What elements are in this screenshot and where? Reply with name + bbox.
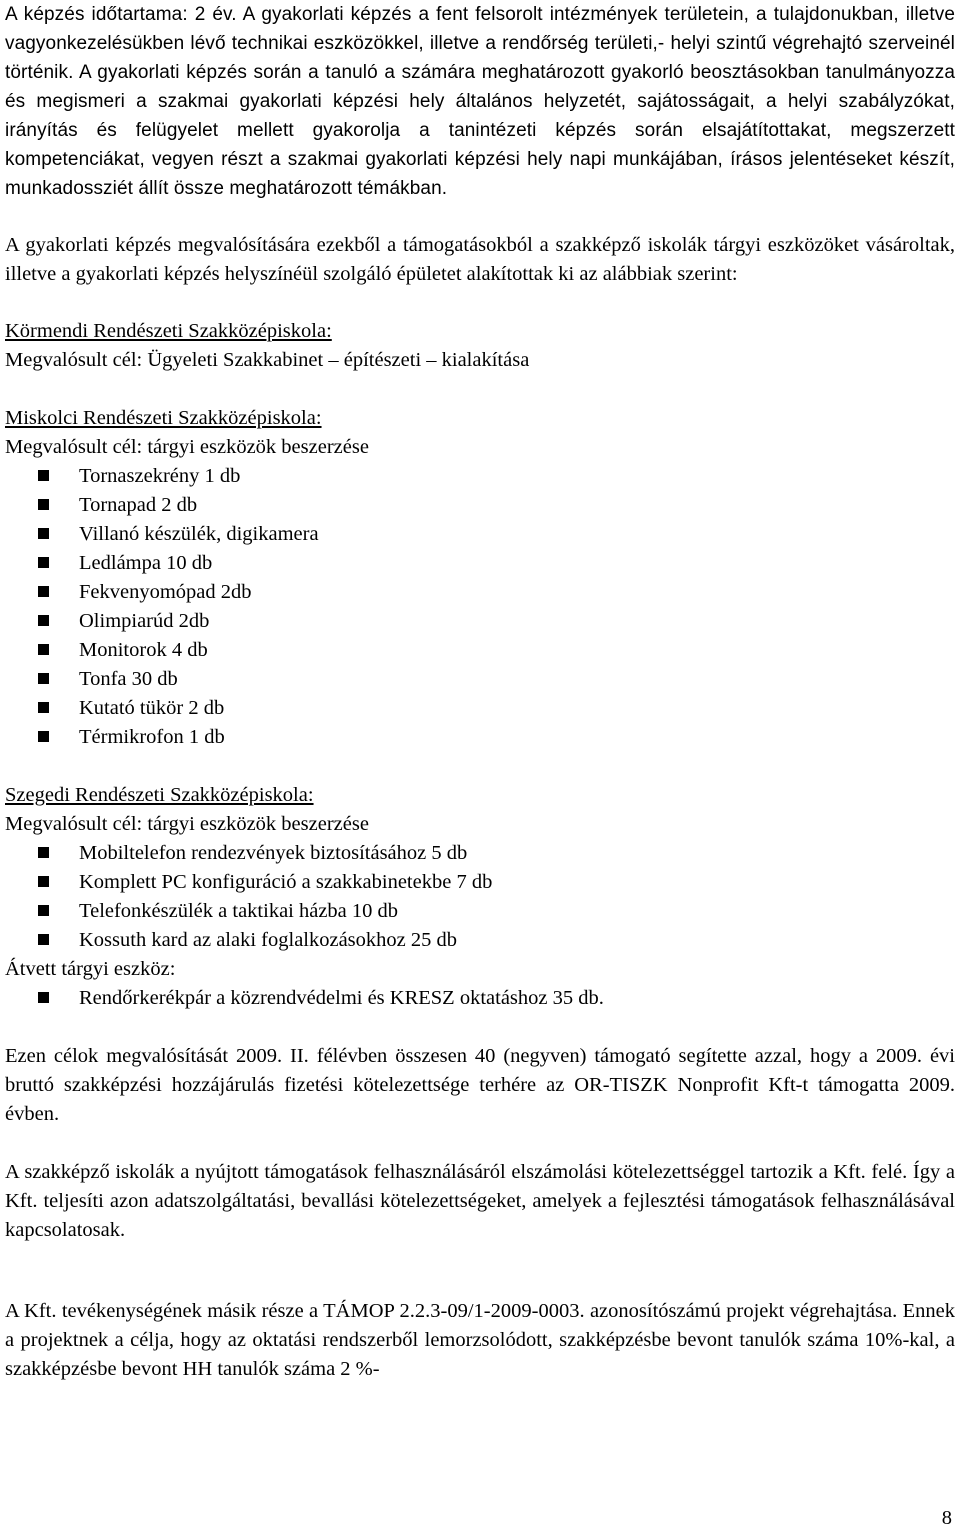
list-item: Térmikrofon 1 db xyxy=(5,723,955,752)
bullet-icon xyxy=(38,499,49,510)
miskolc-goal: Megvalósult cél: tárgyi eszközök beszerzése xyxy=(5,436,369,458)
list-item: Kutató tükör 2 db xyxy=(5,694,955,723)
list-item: Rendőrkerékpár a közrendvédelmi és KRESZ oktatáshoz 35 db. xyxy=(5,984,955,1013)
bullet-icon xyxy=(38,557,49,568)
project-paragraph: A Kft. tevékenységének másik része a TÁMOP 2.2.3-09/1-2009-0003. azonosítószámú projekt végrehajtása. Ennek a projektnek a célja, hogy az oktatási rendszerből lemorzsolódott, szakképzésbe bevont tanulók száma 10%-kal, a szakképzésbe bevont HH tanulók száma 2 %- xyxy=(5,1300,955,1380)
list-item: Ledlámpa 10 db xyxy=(5,549,955,578)
list-item: Mobiltelefon rendezvények biztosításához 5 db xyxy=(5,839,955,868)
bullet-icon xyxy=(38,470,49,481)
kormend-goal: Megvalósult cél: Ügyeleti Szakkabinet – építészeti – kialakítása xyxy=(5,349,530,371)
bullet-icon xyxy=(38,702,49,713)
document-page xyxy=(5,0,955,1384)
bullet-icon xyxy=(38,934,49,945)
list-item: Tonfa 30 db xyxy=(5,665,955,694)
list-item: Villanó készülék, digikamera xyxy=(5,520,955,549)
list-item: Fekvenyomópad 2db xyxy=(5,578,955,607)
bullet-icon xyxy=(38,673,49,684)
kormend-heading: Körmendi Rendészeti Szakközépiskola: xyxy=(5,320,332,342)
intro-paragraph: A képzés időtartama: 2 év. A gyakorlati képzés a fent felsorolt intézmények területein, a tulajdonukban, illetve vagyonkezelésükben lévő technikai eszközökkel, illetve a rendőrség területi,- helyi szintű végrehajtó szerveinél történik. A gyakorlati képzés során a tanuló a számára meghatározott gyakorló beosztásokban tanulmányozza és megismeri a szakmai gyakorlati képzési hely általános helyzetét, sajátosságait, a helyi szabályzókat, irányítás és felügyelet mellett gyakorolja a tanintézeti képzés során elsajátítottakat, megszerzett kompetenciákat, vegyen részt a szakmai gyakorlati képzési hely napi munkájában, írásos jelentéseket készít, munkadossziét állít össze meghatározott témákban. xyxy=(5,4,955,199)
bullet-icon xyxy=(38,905,49,916)
szeged-section xyxy=(5,781,955,1013)
transferred-label: Átvett tárgyi eszköz: xyxy=(5,958,176,980)
bullet-icon xyxy=(38,586,49,597)
miskolc-item-list xyxy=(5,462,955,752)
bullet-icon xyxy=(38,876,49,887)
bullet-icon xyxy=(38,731,49,742)
list-item: Tornapad 2 db xyxy=(5,491,955,520)
list-item: Telefonkészülék a taktikai házba 10 db xyxy=(5,897,955,926)
bullet-icon xyxy=(38,992,49,1003)
list-item: Komplett PC konfiguráció a szakkabinetekbe 7 db xyxy=(5,868,955,897)
szeged-heading: Szegedi Rendészeti Szakközépiskola: xyxy=(5,784,314,806)
page-number: 8 xyxy=(941,1507,952,1529)
bullet-icon xyxy=(38,528,49,539)
bullet-icon xyxy=(38,847,49,858)
goals-paragraph: Ezen célok megvalósítását 2009. II. félévben összesen 40 (negyven) támogató segítette azzal, hogy a 2009. évi bruttó szakképzési hozzájárulás fizetési kötelezettsége terhére az OR-TISZK Nonprofit Kft-t támogatta 2009. évben. xyxy=(5,1045,955,1125)
bullet-icon xyxy=(38,615,49,626)
szeged-item-list xyxy=(5,839,955,955)
list-item: Kossuth kard az alaki foglalkozásokhoz 25 db xyxy=(5,926,955,955)
miskolc-heading: Miskolci Rendészeti Szakközépiskola: xyxy=(5,407,322,429)
kormend-section xyxy=(5,317,955,375)
miskolc-section xyxy=(5,404,955,752)
obligation-paragraph: A szakképző iskolák a nyújtott támogatások felhasználásáról elszámolási kötelezettséggel tartozik a Kft. felé. Így a Kft. teljesíti azon adatszolgáltatási, bevallási kötelezettségeket, amelyek a fejlesztési támogatások felhasználásával kapcsolatosak. xyxy=(5,1161,955,1241)
bullet-icon xyxy=(38,644,49,655)
szeged-goal: Megvalósult cél: tárgyi eszközök beszerzése xyxy=(5,813,369,835)
transferred-item-list xyxy=(5,984,955,1013)
list-item: Monitorok 4 db xyxy=(5,636,955,665)
list-item: Olimpiarúd 2db xyxy=(5,607,955,636)
list-item: Tornaszekrény 1 db xyxy=(5,462,955,491)
support-paragraph: A gyakorlati képzés megvalósítására ezekből a támogatásokból a szakképző iskolák tárgyi eszközöket vásároltak, illetve a gyakorlati képzés helyszínéül szolgáló épületet alakítottak ki az alábbiak szerint: xyxy=(5,234,955,285)
